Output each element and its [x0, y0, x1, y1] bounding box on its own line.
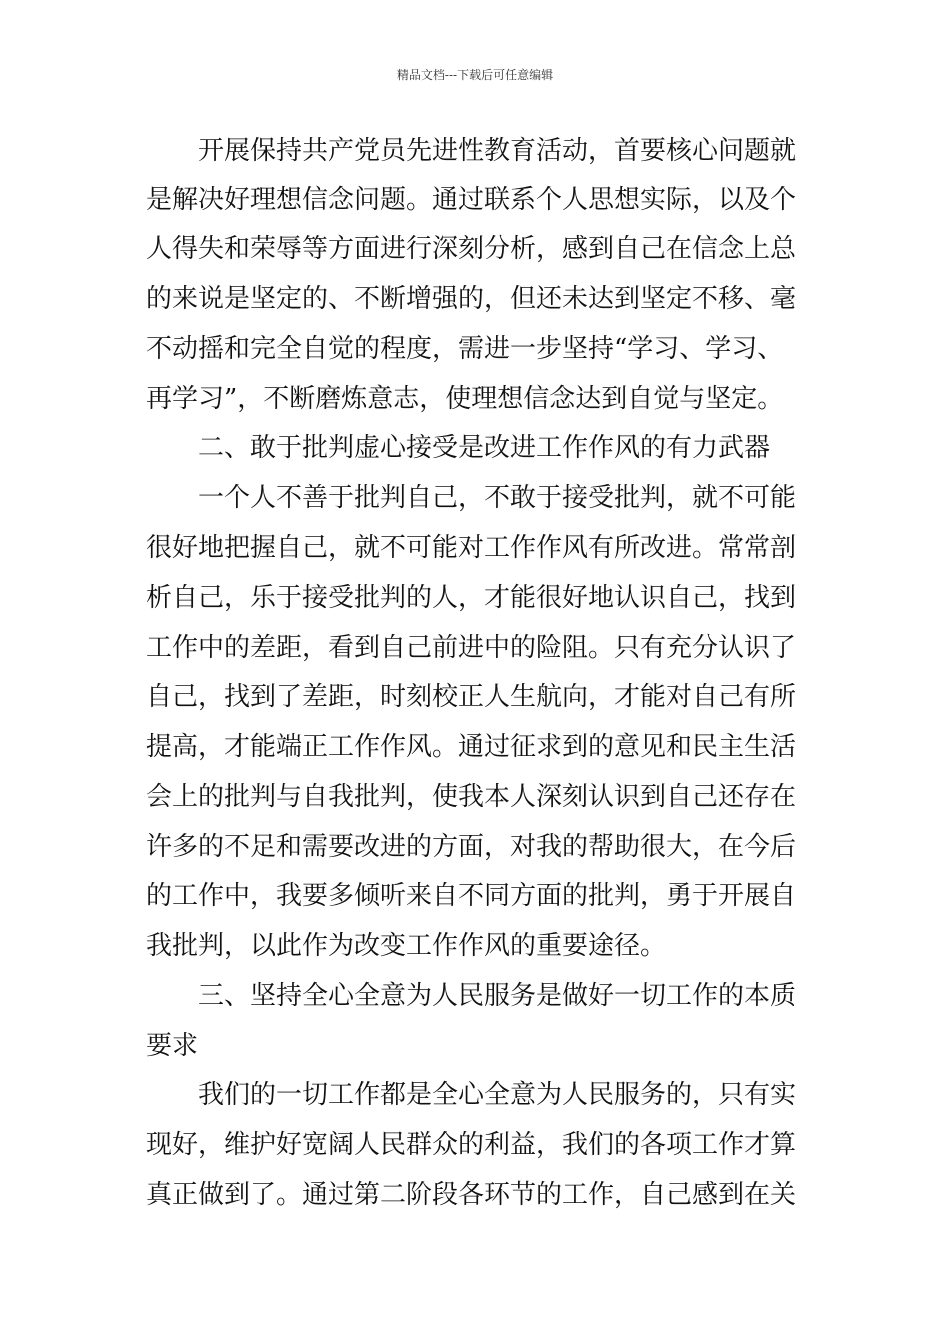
text-line: 许多的不足和需要改进的方面，对我的帮助很大，在今后	[146, 832, 797, 862]
text-line: 人得失和荣辱等方面进行深刻分析，感到自己在信念上总	[146, 234, 797, 264]
text-line: 会上的批判与自我批判，使我本人深刻认识到自己还存在	[146, 782, 797, 812]
text-line: 再学习”，不断磨炼意志，使理想信念达到自觉与坚定。	[146, 384, 784, 414]
text-line: 析自己，乐于接受批判的人，才能很好地认识自己，找到	[146, 583, 797, 613]
text-line: 很好地把握自己，就不可能对工作作风有所改进。常常剖	[146, 533, 797, 563]
text-line: 我批判，以此作为改变工作作风的重要途径。	[146, 931, 667, 961]
page-header: 精品文档---下载后可任意编辑	[396, 68, 554, 82]
section-heading: 二、敢于批判虚心接受是改进工作作风的有力武器	[198, 433, 771, 463]
section-heading-continued: 要求	[146, 1031, 199, 1061]
text-line: 自己，找到了差距，时刻校正人生航向，才能对自己有所	[146, 682, 797, 712]
text-line: 工作中的差距，看到自己前进中的险阻。只有充分认识了	[146, 633, 797, 663]
text-line: 开展保持共产党员先进性教育活动，首要核心问题就	[198, 136, 797, 166]
text-line: 现好，维护好宽阔人民群众的利益，我们的各项工作才算	[146, 1130, 797, 1160]
text-line: 的来说是坚定的、不断增强的，但还未达到坚定不移、毫	[146, 284, 797, 314]
text-line: 提高，才能端正工作作风。通过征求到的意见和民主生活	[146, 732, 797, 762]
section-heading: 三、坚持全心全意为人民服务是做好一切工作的本质	[198, 981, 797, 1011]
text-line: 一个人不善于批判自己，不敢于接受批判，就不可能	[198, 483, 797, 513]
text-line: 真正做到了。通过第二阶段各环节的工作，自己感到在关	[146, 1180, 797, 1210]
text-line: 我们的一切工作都是全心全意为人民服务的，只有实	[198, 1080, 797, 1110]
text-line: 不动摇和完全自觉的程度，需进一步坚持“学习、学习、	[146, 334, 784, 364]
text-line: 是解决好理想信念问题。通过联系个人思想实际，以及个	[146, 185, 797, 215]
text-line: 的工作中，我要多倾听来自不同方面的批判，勇于开展自	[146, 881, 797, 911]
